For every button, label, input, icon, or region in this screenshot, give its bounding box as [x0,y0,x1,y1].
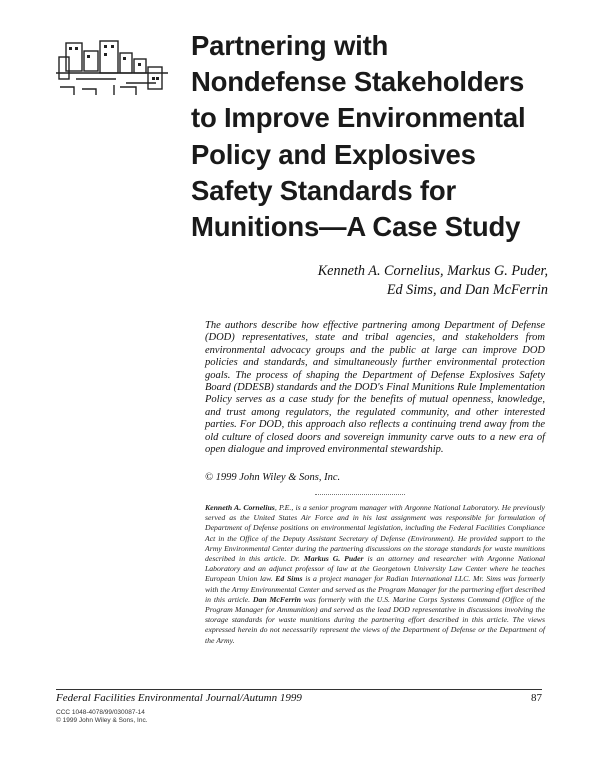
journal-name: Federal Facilities Environmental Journal/Autumn 1999 [56,692,302,704]
author-list [318,262,548,300]
bio-text: , P.E., is a senior program manager with Argonne National Laboratory. He previously served as the United States Air Force and in his last assignment was responsible for formulation of Department of Defense positions on environmental legislation, including the Federal Facilities Compliance Act in the Office of the Deputy Assistant Secretary of Defense (Environment). He provided support to the Army Environmental Center during the partnering discussions on the storage standards for waste munitions described in this article. Dr. [205,503,545,564]
page-number: 87 [531,692,542,704]
author-bios [205,503,545,646]
bio-name: Dan McFerrin [252,594,301,604]
article-title [191,28,571,245]
title-line: to Improve Environmental [191,102,526,134]
abstract [205,320,545,456]
copyright-notice: © 1999 John Wiley & Sons, Inc. [205,472,341,483]
bio-name: Markus G. Puder [303,554,364,564]
divider [315,494,405,495]
bio-name: Ed Sims [275,574,303,584]
bio-text: was formerly with the U.S. Marine Corps Systems Command (Office of the Program Manager for Ammunition) and served as the lead DOD representative in discussions involving the storage standards for waste munitions during the partnering effort described in this article. The views expressed herein do not necessarily represent the views of the Department of Defense or the Department of the Army. [205,594,545,645]
bio-text: is an attorney and researcher with Argonne National Laboratory and an adjunct professor of law at the Georgetown University Law Center where he teaches European Union law. [205,554,545,584]
title-line: Partnering with [191,30,389,61]
author-line: Ed Sims, and Dan McFerrin [386,282,548,298]
doi-notice [56,709,148,725]
title-line: Munitions—A Case Study [191,211,521,243]
abstract-text: The authors describe how effective partnering among Department of Defense (DOD) representatives, state and tribal agencies, and stakeholders from environmental advocacy groups and the public at large can improve DOD policies and standards, and simultaneously further environmental protection goals. The process of shaping the Department of Defense Explosives Safety Board (DDESB) standards and the DOD's Final Munitions Rule Implementation Policy serves as a case study for the benefits of mutual openness, knowledge, and trust among regulators, the regulated community, and other interested parties. For DOD, this approach also reflects a continuing trend away from the old culture of closed doors and sovereign immunity carve outs to a new era of open dialogue and improved environmental stewardship. [205,320,545,456]
doi-line: CCC 1048-4078/99/030087-14 [56,709,145,716]
footer-divider [56,689,542,690]
author-line: Kenneth A. Cornelius, Markus G. Puder, [317,263,548,279]
bio-name: Kenneth A. Cornelius [205,503,275,512]
doi-line: © 1999 John Wiley & Sons, Inc. [56,717,148,724]
title-line: Policy and Explosives [191,138,476,170]
title-line: Safety Standards for [191,174,456,206]
journal-logo-icon [56,37,168,97]
bio-text: is a project manager for Radian International LLC. Mr. Sims was formerly with the Army Environmental Center and served as the Program Manager for the partnering effort described in this article. [205,574,545,604]
title-line: Nondefense Stakeholders [191,66,525,98]
